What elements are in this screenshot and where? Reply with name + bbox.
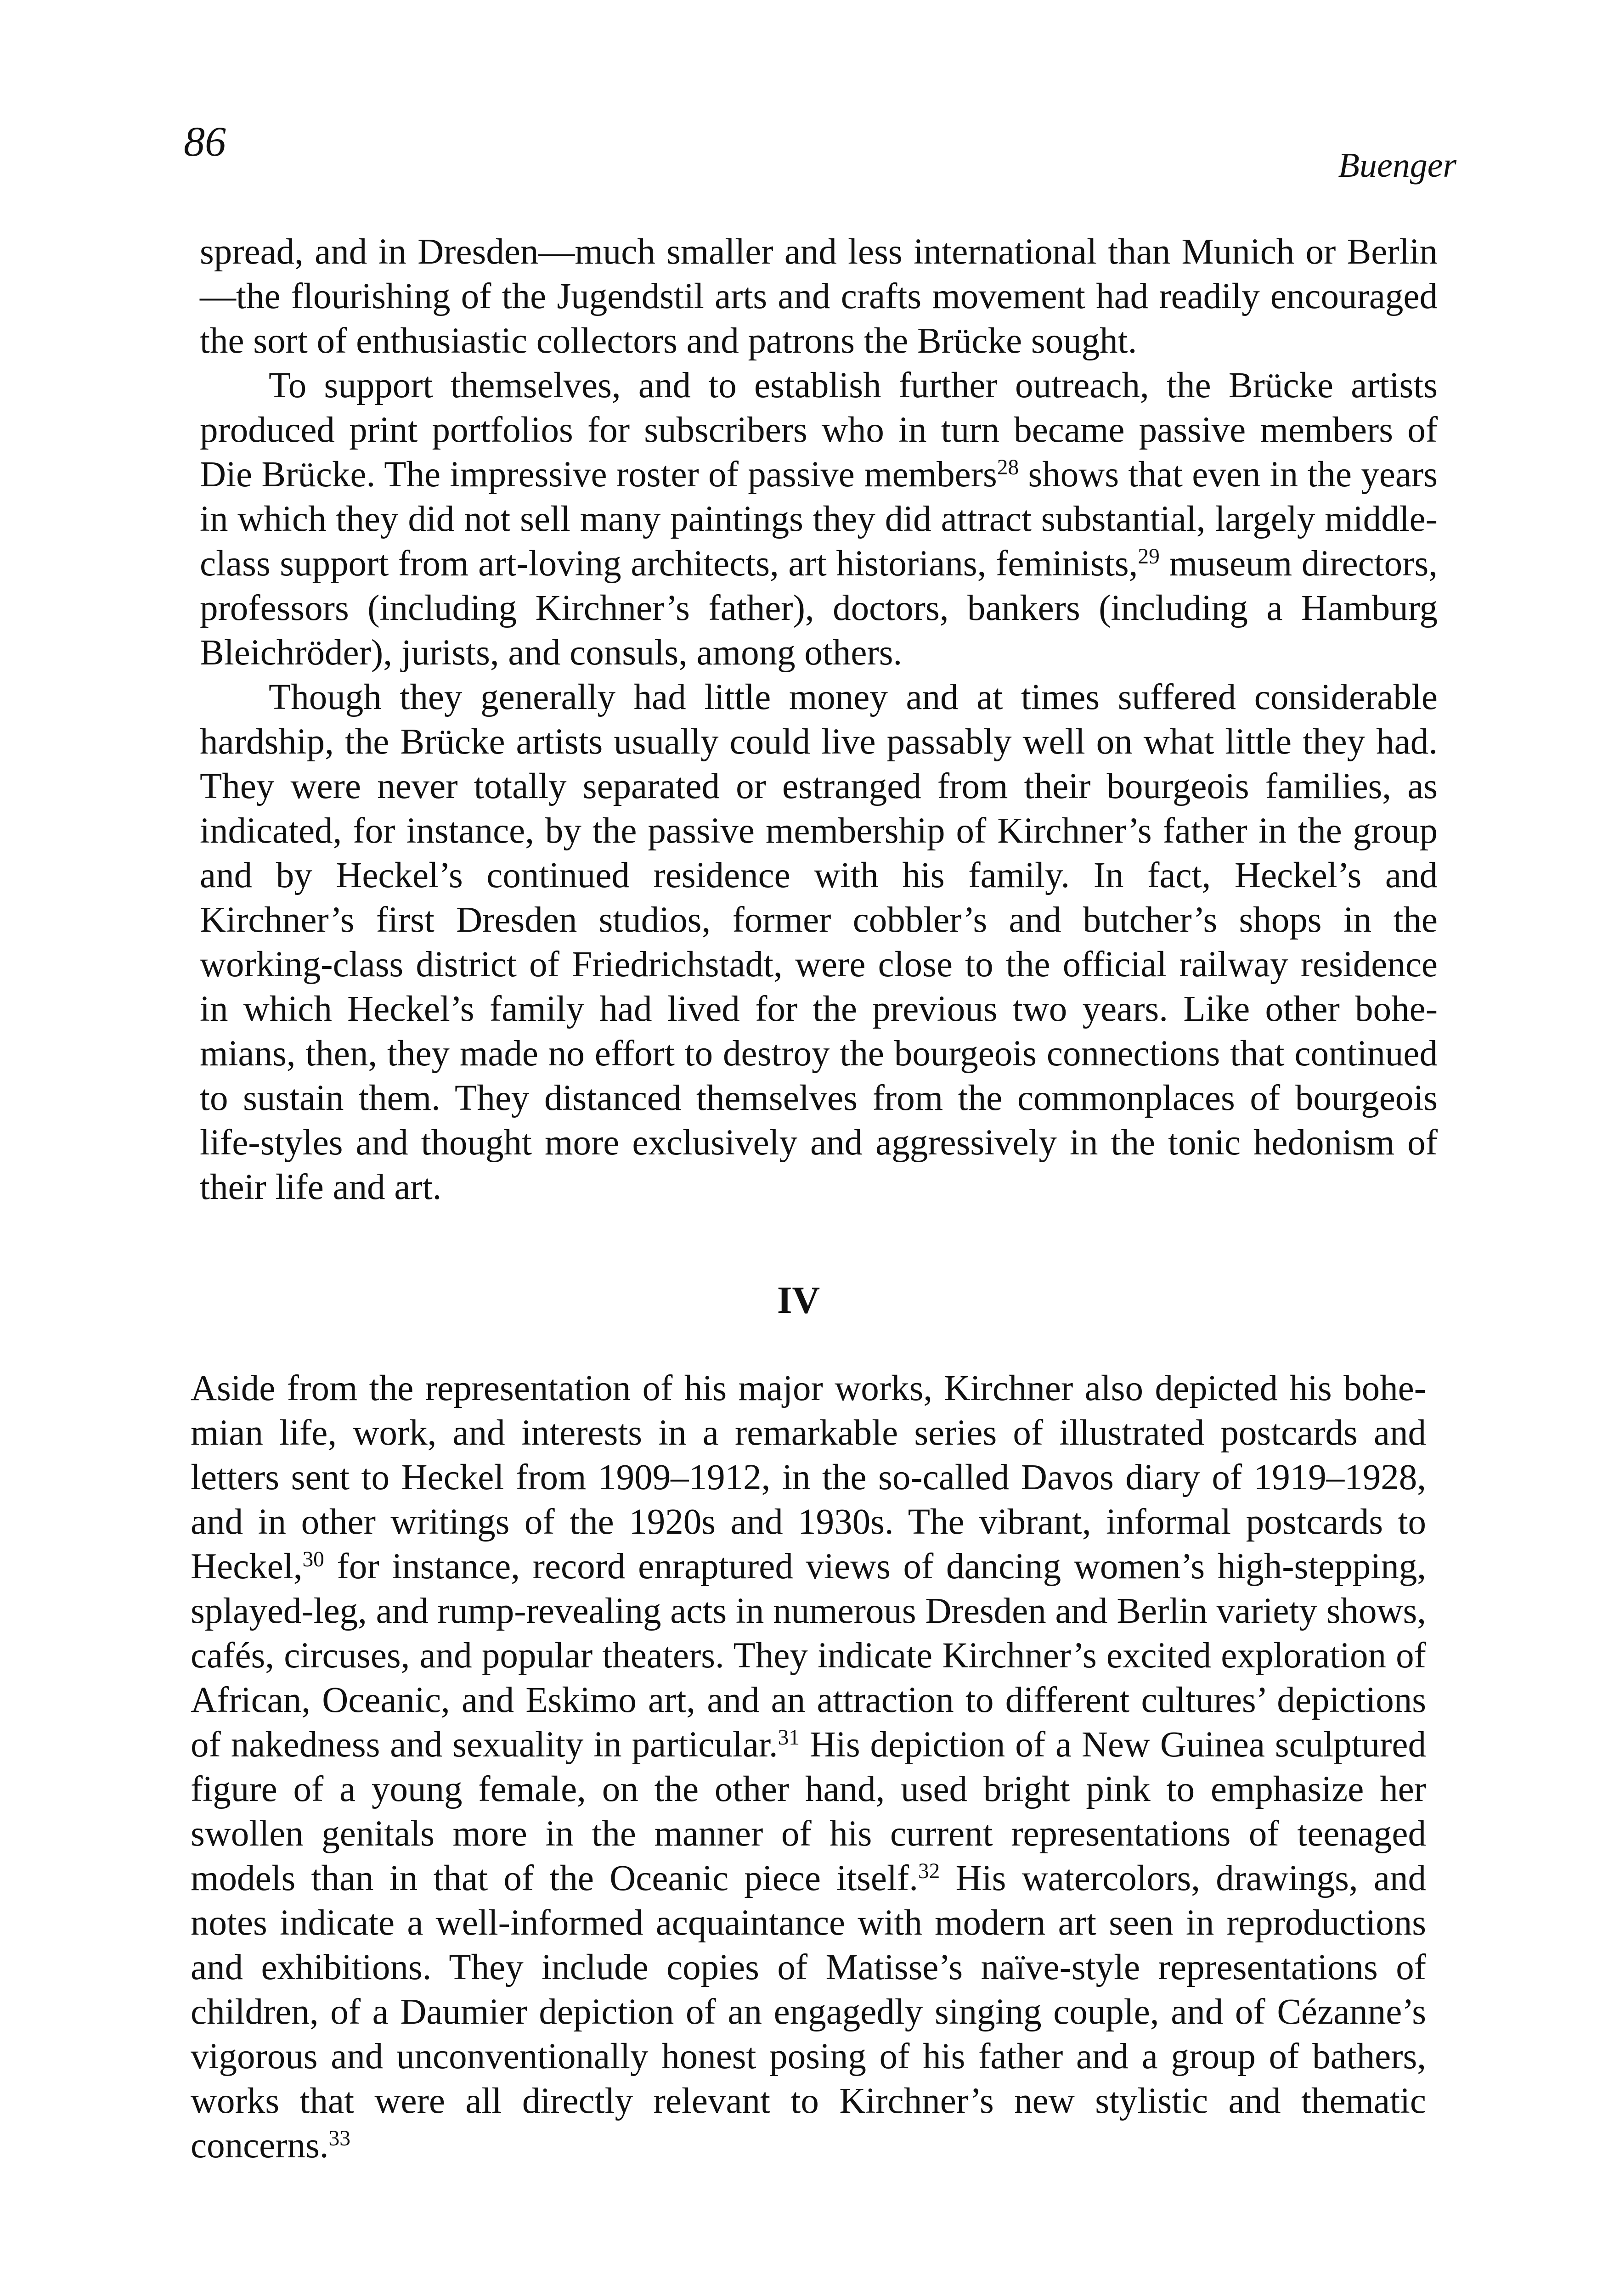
text-block-upper — [200, 230, 1438, 1210]
page-number: 86 — [184, 118, 226, 165]
paragraph-4-part-c: His depiction of a New Guinea sculptured figure of a young female, on the other hand, used bright pink to emphasize her swollen genitals more in the manner of his current representations of teenaged models than in that of the Oceanic piece itself. — [191, 1725, 1426, 1898]
running-head: Buenger — [1338, 146, 1456, 185]
paragraph-2-part-a: To support themselves, and to establish further outreach, the Brücke artists produced print portfolios for subscribers who in turn became passive members of Die Brücke. The impressive roster of passive members — [200, 366, 1438, 495]
text-block-lower — [191, 1366, 1426, 2168]
paragraph-2 — [200, 363, 1438, 675]
paragraph-4-part-a: Aside from the representation of his major works, Kirchner also depicted his bohemian life, work, and interests in a remarkable series of illustrated postcards and letters sent to Heckel from 1909–1912, in the so-called Davos diary of 1919–1928, and in other writings of the 1920s and 1930s. The vibrant, informal postcards to Heckel, — [191, 1368, 1426, 1587]
footnote-ref-32: 32 — [918, 1859, 940, 1883]
paragraph-3: Though they generally had little money and at times suffered considerable hardship, the Brücke artists usually could live passably well on what little they had. They were never totally separated or estranged from their bourgeois families, as indicated, for instance, by the passive membership of Kirchner’s father in the group and by Heckel’s continued residence with his family. In fact, Heckel’s and Kirchner’s first Dresden studios, former cobbler’s and butcher’s shops in the working-class district of Friedrichstadt, were close to the official railway residence in which Heckel’s family had lived for the previous two years. Like other bohemians, then, they made no effort to destroy the bourgeois connections that continued to sustain them. They distanced themselves from the commonplaces of bourgeois life-styles and thought more exclusively and aggressively in the tonic hedonism of their life and art. — [200, 677, 1438, 1207]
footnote-ref-33: 33 — [328, 2126, 350, 2150]
paragraph-4-part-d: His watercolors, drawings, and notes indicate a well-informed acquaintance with modern art seen in reproductions and exhibitions. They include copies of Matisse’s naïve-style representations of children, of a Daumier depiction of an engagedly singing couple, and of Cézanne’s vigorous and unconventionally honest posing of his father and a group of bathers, works that were all directly relevant to Kirchner’s new stylistic and thematic concerns. — [191, 1858, 1426, 2166]
paragraph-4 — [191, 1366, 1426, 2168]
footnote-ref-28: 28 — [997, 455, 1019, 479]
footnote-ref-31: 31 — [778, 1725, 800, 1750]
section-heading: IV — [777, 1279, 820, 1322]
paragraph-2-part-c: museum directors, professors (including Kirchner’s father), doctors, bankers (including a Hamburg Bleichröder), jurists, and consuls, among others. — [200, 544, 1438, 673]
footnote-ref-29: 29 — [1138, 544, 1160, 568]
footnote-ref-30: 30 — [302, 1547, 324, 1571]
paragraph-2-part-b: shows that even in the years in which they did not sell many paintings they did attract substantial, largely middle-class support from art-loving architects, art historians, feminists, — [200, 455, 1438, 584]
paragraph-4-part-b: for instance, record enraptured views of dancing women’s high-stepping, splayed-leg, and rump-revealing acts in numerous Dresden and Berlin variety shows, cafés, circuses, and popular theaters. They indicate Kirchner’s excited exploration of African, Oceanic, and Eskimo art, and an attraction to different cultures’ depictions of nakedness and sexuality in particular. — [191, 1547, 1426, 1765]
paragraph-1: spread, and in Dresden—much smaller and less international than Munich or Berlin—the flourishing of the Jugendstil arts and crafts movement had readily encouraged the sort of enthusiastic collectors and patrons the Brücke sought. — [200, 232, 1438, 361]
